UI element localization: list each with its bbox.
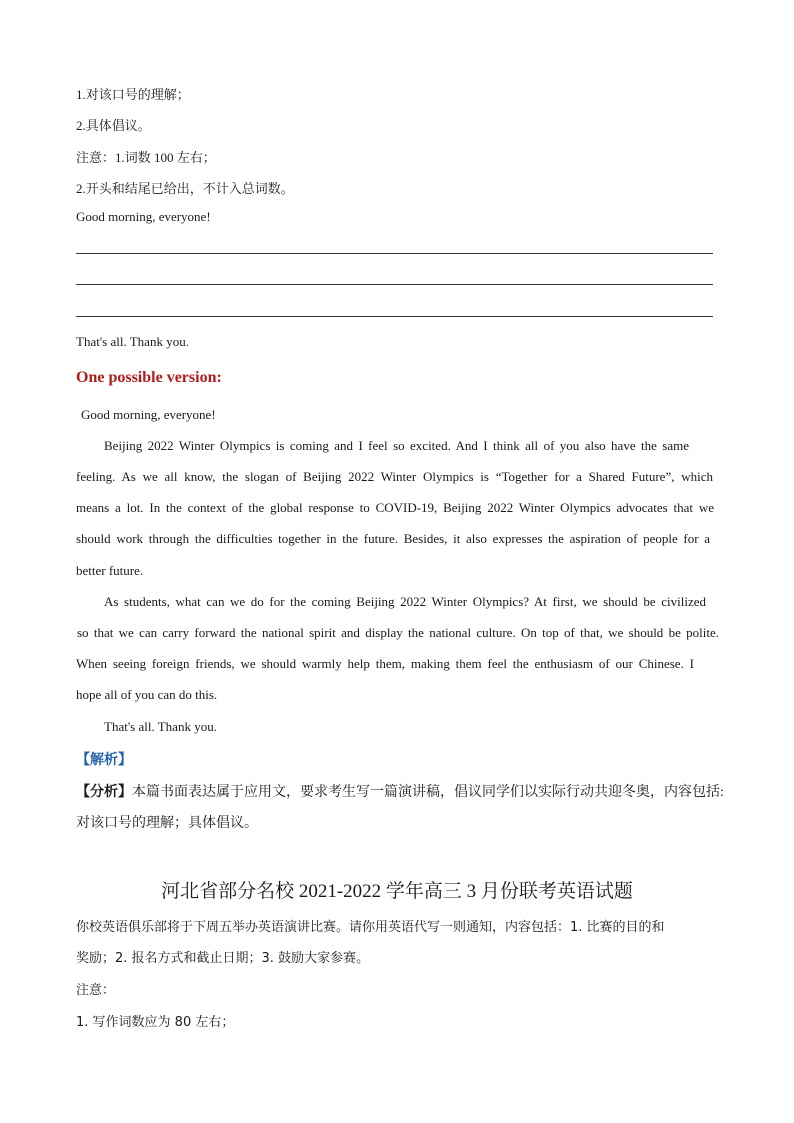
fenxi-label: 【分析】	[76, 785, 132, 800]
answer-rule-3	[76, 316, 713, 317]
analysis-line-2: 对该口号的理解；具体倡议。	[76, 816, 258, 831]
instruction-item-2: 2.具体倡议。	[76, 118, 151, 133]
sample-p2-line-4: hope all of you can do this.	[76, 687, 218, 702]
sample-p2-line-2: so that we can carry forward the national spirit and display the national culture. On top of that, we should be polite.	[77, 625, 719, 640]
note-item-1: 1. 写作词数应为 80 左右；	[76, 1015, 235, 1030]
answer-rule-2	[76, 284, 713, 285]
sample-greeting: Good morning, everyone!	[81, 407, 216, 422]
instruction-item-1: 1.对该口号的理解；	[76, 87, 190, 102]
prompt-line-2: 奖励；2. 报名方式和截止日期；3. 鼓励大家参赛。	[76, 951, 370, 966]
opening-line: Good morning, everyone!	[76, 209, 211, 224]
note-label: 注意：	[76, 983, 116, 998]
sample-p1-line-4: should work through the difficulties together in the future. Besides, it also expresses the aspiration of people for a	[76, 531, 710, 546]
note-line-1: 注意：1.词数 100 左右；	[76, 150, 216, 165]
section-title: 河北省部分名校 2021-2022 学年高三 3 月份联考英语试题	[161, 881, 633, 902]
closing-line: That's all. Thank you.	[76, 334, 189, 349]
answer-rule-1	[76, 253, 713, 254]
sample-p2-line-1: As students, what can we do for the coming Beijing 2022 Winter Olympics? At first, we should be civilized	[104, 594, 706, 609]
sample-p1-line-5: better future.	[76, 563, 144, 578]
note-line-2: 2.开头和结尾已给出，不计入总词数。	[76, 181, 294, 196]
sample-heading: One possible version:	[76, 369, 222, 386]
analysis-line-1	[76, 781, 724, 801]
sample-p1-line-2: feeling. As we all know, the slogan of Beijing 2022 Winter Olympics is “Together for a Shared Future”, which	[76, 469, 713, 484]
fenxi-text: 本篇书面表达属于应用文，要求考生写一篇演讲稿，倡议同学们以实际行动共迎冬奥，内容包括:	[132, 785, 724, 800]
sample-p2-line-3: When seeing foreign friends, we should warmly help them, making them feel the enthusiasm of our Chinese. I	[76, 656, 694, 671]
sample-p1-line-3: means a lot. In the context of the global response to COVID-19, Beijing 2022 Winter Olympics advocates that we	[76, 500, 714, 515]
prompt-line-1: 你校英语俱乐部将于下周五举办英语演讲比赛。请你用英语代写一则通知，内容包括：1. 比赛的目的和	[76, 920, 665, 935]
sample-p1-line-1: Beijing 2022 Winter Olympics is coming and I feel so excited. And I think all of you also have the same	[104, 438, 689, 453]
analysis-label: 【解析】	[76, 753, 132, 768]
sample-closing: That's all. Thank you.	[104, 719, 217, 734]
